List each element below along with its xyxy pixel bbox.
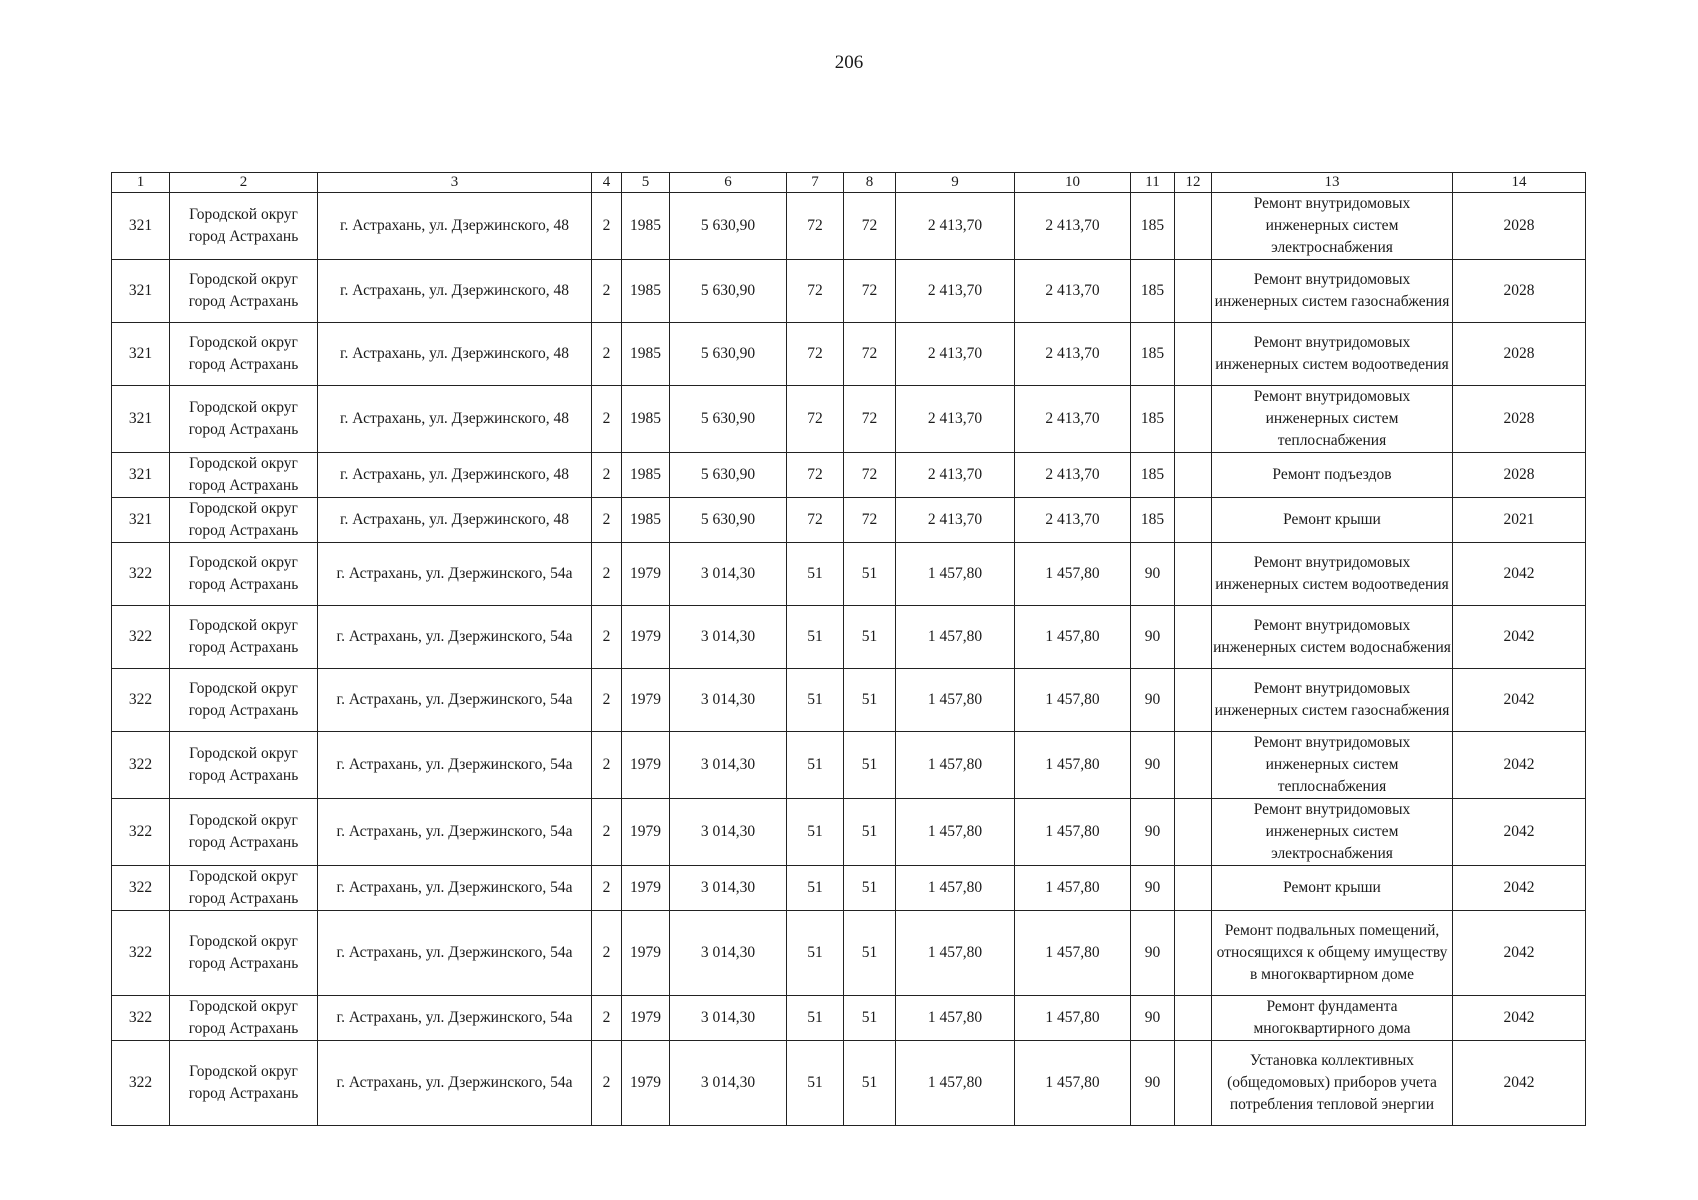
col10-cell: 1 457,80 [1015, 911, 1131, 996]
col7-cell: 51 [787, 606, 844, 669]
col9-cell: 2 413,70 [896, 323, 1015, 386]
col12-cell [1175, 669, 1212, 732]
year-built-cell: 1979 [622, 669, 670, 732]
table-row [112, 498, 1586, 543]
address-cell: г. Астрахань, ул. Дзержинского, 54а [318, 799, 592, 866]
address-cell: г. Астрахань, ул. Дзержинского, 54а [318, 669, 592, 732]
column-header: 5 [622, 173, 670, 193]
col10-cell: 1 457,80 [1015, 732, 1131, 799]
year-built-cell: 1985 [622, 193, 670, 260]
row-number-cell: 322 [112, 1041, 170, 1126]
col12-cell [1175, 996, 1212, 1041]
col11-cell: 90 [1131, 799, 1175, 866]
col10-cell: 1 457,80 [1015, 606, 1131, 669]
year-built-cell: 1979 [622, 996, 670, 1041]
col4-cell: 2 [592, 193, 622, 260]
column-header: 10 [1015, 173, 1131, 193]
col4-cell: 2 [592, 732, 622, 799]
col4-cell: 2 [592, 669, 622, 732]
col8-cell: 51 [844, 996, 896, 1041]
col10-cell: 2 413,70 [1015, 498, 1131, 543]
year-built-cell: 1979 [622, 606, 670, 669]
planned-year-cell: 2042 [1453, 866, 1586, 911]
work-type-cell: Ремонт крыши [1212, 498, 1453, 543]
work-type-cell: Ремонт крыши [1212, 866, 1453, 911]
column-header: 11 [1131, 173, 1175, 193]
col11-cell: 185 [1131, 323, 1175, 386]
col4-cell: 2 [592, 543, 622, 606]
table-row [112, 669, 1586, 732]
planned-year-cell: 2042 [1453, 1041, 1586, 1126]
col12-cell [1175, 323, 1212, 386]
col12-cell [1175, 911, 1212, 996]
row-number-cell: 322 [112, 996, 170, 1041]
col10-cell: 1 457,80 [1015, 669, 1131, 732]
address-cell: г. Астрахань, ул. Дзержинского, 48 [318, 386, 592, 453]
col11-cell: 90 [1131, 996, 1175, 1041]
col8-cell: 51 [844, 799, 896, 866]
col9-cell: 2 413,70 [896, 260, 1015, 323]
repair-program-table [111, 172, 1586, 1126]
col8-cell: 72 [844, 260, 896, 323]
col4-cell: 2 [592, 606, 622, 669]
col8-cell: 51 [844, 606, 896, 669]
col12-cell [1175, 260, 1212, 323]
col11-cell: 185 [1131, 498, 1175, 543]
col9-cell: 1 457,80 [896, 606, 1015, 669]
address-cell: г. Астрахань, ул. Дзержинского, 48 [318, 323, 592, 386]
col9-cell: 1 457,80 [896, 911, 1015, 996]
col9-cell: 2 413,70 [896, 193, 1015, 260]
table-row [112, 911, 1586, 996]
col7-cell: 72 [787, 323, 844, 386]
column-header: 2 [170, 173, 318, 193]
col8-cell: 72 [844, 453, 896, 498]
total-area-cell: 3 014,30 [670, 866, 787, 911]
table-row [112, 732, 1586, 799]
municipality-cell: Городской округ город Астрахань [170, 386, 318, 453]
col12-cell [1175, 193, 1212, 260]
col11-cell: 90 [1131, 732, 1175, 799]
planned-year-cell: 2021 [1453, 498, 1586, 543]
col7-cell: 51 [787, 1041, 844, 1126]
col9-cell: 1 457,80 [896, 799, 1015, 866]
col9-cell: 1 457,80 [896, 866, 1015, 911]
municipality-cell: Городской округ город Астрахань [170, 669, 318, 732]
col10-cell: 2 413,70 [1015, 323, 1131, 386]
col12-cell [1175, 453, 1212, 498]
total-area-cell: 5 630,90 [670, 260, 787, 323]
municipality-cell: Городской округ город Астрахань [170, 866, 318, 911]
col11-cell: 90 [1131, 1041, 1175, 1126]
address-cell: г. Астрахань, ул. Дзержинского, 48 [318, 193, 592, 260]
col7-cell: 51 [787, 911, 844, 996]
row-number-cell: 322 [112, 543, 170, 606]
total-area-cell: 5 630,90 [670, 453, 787, 498]
col8-cell: 51 [844, 732, 896, 799]
planned-year-cell: 2042 [1453, 606, 1586, 669]
total-area-cell: 3 014,30 [670, 543, 787, 606]
col10-cell: 1 457,80 [1015, 799, 1131, 866]
col9-cell: 1 457,80 [896, 543, 1015, 606]
col4-cell: 2 [592, 799, 622, 866]
row-number-cell: 321 [112, 498, 170, 543]
col4-cell: 2 [592, 323, 622, 386]
col8-cell: 72 [844, 193, 896, 260]
work-type-cell: Ремонт внутридомовых инженерных систем водоснабжения [1212, 606, 1453, 669]
year-built-cell: 1979 [622, 732, 670, 799]
work-type-cell: Ремонт фундамента многоквартирного дома [1212, 996, 1453, 1041]
planned-year-cell: 2042 [1453, 911, 1586, 996]
year-built-cell: 1979 [622, 866, 670, 911]
planned-year-cell: 2028 [1453, 260, 1586, 323]
column-header: 9 [896, 173, 1015, 193]
total-area-cell: 5 630,90 [670, 386, 787, 453]
table-row [112, 996, 1586, 1041]
work-type-cell: Ремонт подвальных помещений, относящихся к общему имуществу в многоквартирном доме [1212, 911, 1453, 996]
year-built-cell: 1985 [622, 453, 670, 498]
col12-cell [1175, 866, 1212, 911]
planned-year-cell: 2042 [1453, 543, 1586, 606]
work-type-cell: Ремонт внутридомовых инженерных систем электроснабжения [1212, 799, 1453, 866]
address-cell: г. Астрахань, ул. Дзержинского, 48 [318, 260, 592, 323]
municipality-cell: Городской округ город Астрахань [170, 260, 318, 323]
col12-cell [1175, 1041, 1212, 1126]
total-area-cell: 5 630,90 [670, 323, 787, 386]
col9-cell: 1 457,80 [896, 732, 1015, 799]
work-type-cell: Ремонт внутридомовых инженерных систем электроснабжения [1212, 193, 1453, 260]
municipality-cell: Городской округ город Астрахань [170, 1041, 318, 1126]
municipality-cell: Городской округ город Астрахань [170, 996, 318, 1041]
row-number-cell: 322 [112, 799, 170, 866]
col10-cell: 1 457,80 [1015, 866, 1131, 911]
column-header: 12 [1175, 173, 1212, 193]
address-cell: г. Астрахань, ул. Дзержинского, 48 [318, 453, 592, 498]
col8-cell: 51 [844, 669, 896, 732]
total-area-cell: 5 630,90 [670, 193, 787, 260]
column-header: 7 [787, 173, 844, 193]
col8-cell: 51 [844, 866, 896, 911]
year-built-cell: 1979 [622, 1041, 670, 1126]
col12-cell [1175, 543, 1212, 606]
year-built-cell: 1979 [622, 543, 670, 606]
col7-cell: 51 [787, 866, 844, 911]
col12-cell [1175, 386, 1212, 453]
col11-cell: 185 [1131, 193, 1175, 260]
col7-cell: 51 [787, 732, 844, 799]
work-type-cell: Ремонт внутридомовых инженерных систем газоснабжения [1212, 669, 1453, 732]
col9-cell: 2 413,70 [896, 453, 1015, 498]
col7-cell: 72 [787, 386, 844, 453]
address-cell: г. Астрахань, ул. Дзержинского, 54а [318, 1041, 592, 1126]
total-area-cell: 3 014,30 [670, 799, 787, 866]
column-header: 1 [112, 173, 170, 193]
address-cell: г. Астрахань, ул. Дзержинского, 54а [318, 732, 592, 799]
column-header: 8 [844, 173, 896, 193]
planned-year-cell: 2042 [1453, 669, 1586, 732]
year-built-cell: 1985 [622, 260, 670, 323]
municipality-cell: Городской округ город Астрахань [170, 498, 318, 543]
column-header: 13 [1212, 173, 1453, 193]
table-body [112, 193, 1586, 1126]
row-number-cell: 321 [112, 260, 170, 323]
table-header-row [112, 173, 1586, 193]
address-cell: г. Астрахань, ул. Дзержинского, 54а [318, 996, 592, 1041]
total-area-cell: 3 014,30 [670, 606, 787, 669]
table-row [112, 453, 1586, 498]
table-row [112, 386, 1586, 453]
column-header: 6 [670, 173, 787, 193]
table-row [112, 799, 1586, 866]
col8-cell: 72 [844, 386, 896, 453]
col11-cell: 90 [1131, 669, 1175, 732]
col9-cell: 1 457,80 [896, 1041, 1015, 1126]
total-area-cell: 5 630,90 [670, 498, 787, 543]
address-cell: г. Астрахань, ул. Дзержинского, 48 [318, 498, 592, 543]
col8-cell: 51 [844, 911, 896, 996]
table-row [112, 606, 1586, 669]
col7-cell: 72 [787, 193, 844, 260]
col11-cell: 90 [1131, 911, 1175, 996]
municipality-cell: Городской округ город Астрахань [170, 323, 318, 386]
col8-cell: 72 [844, 498, 896, 543]
year-built-cell: 1979 [622, 799, 670, 866]
municipality-cell: Городской округ город Астрахань [170, 453, 318, 498]
col11-cell: 90 [1131, 543, 1175, 606]
col7-cell: 51 [787, 669, 844, 732]
table-row [112, 323, 1586, 386]
col10-cell: 2 413,70 [1015, 453, 1131, 498]
planned-year-cell: 2028 [1453, 386, 1586, 453]
col4-cell: 2 [592, 996, 622, 1041]
address-cell: г. Астрахань, ул. Дзержинского, 54а [318, 866, 592, 911]
municipality-cell: Городской округ город Астрахань [170, 606, 318, 669]
planned-year-cell: 2042 [1453, 996, 1586, 1041]
col7-cell: 72 [787, 498, 844, 543]
col4-cell: 2 [592, 911, 622, 996]
col11-cell: 90 [1131, 866, 1175, 911]
year-built-cell: 1985 [622, 498, 670, 543]
total-area-cell: 3 014,30 [670, 1041, 787, 1126]
table-row [112, 260, 1586, 323]
total-area-cell: 3 014,30 [670, 669, 787, 732]
year-built-cell: 1985 [622, 386, 670, 453]
work-type-cell: Ремонт подъездов [1212, 453, 1453, 498]
col9-cell: 1 457,80 [896, 669, 1015, 732]
col4-cell: 2 [592, 453, 622, 498]
work-type-cell: Ремонт внутридомовых инженерных систем водоотведения [1212, 323, 1453, 386]
row-number-cell: 321 [112, 193, 170, 260]
col4-cell: 2 [592, 498, 622, 543]
col7-cell: 72 [787, 453, 844, 498]
total-area-cell: 3 014,30 [670, 911, 787, 996]
page-number: 206 [834, 52, 864, 73]
col7-cell: 51 [787, 996, 844, 1041]
col9-cell: 2 413,70 [896, 386, 1015, 453]
year-built-cell: 1979 [622, 911, 670, 996]
work-type-cell: Ремонт внутридомовых инженерных систем теплоснабжения [1212, 732, 1453, 799]
col11-cell: 185 [1131, 260, 1175, 323]
column-header: 4 [592, 173, 622, 193]
col4-cell: 2 [592, 260, 622, 323]
col4-cell: 2 [592, 866, 622, 911]
row-number-cell: 322 [112, 732, 170, 799]
col10-cell: 1 457,80 [1015, 543, 1131, 606]
address-cell: г. Астрахань, ул. Дзержинского, 54а [318, 911, 592, 996]
col12-cell [1175, 606, 1212, 669]
column-header: 14 [1453, 173, 1586, 193]
row-number-cell: 322 [112, 669, 170, 732]
work-type-cell: Установка коллективных (общедомовых) приборов учета потребления тепловой энергии [1212, 1041, 1453, 1126]
address-cell: г. Астрахань, ул. Дзержинского, 54а [318, 543, 592, 606]
col11-cell: 185 [1131, 453, 1175, 498]
col10-cell: 1 457,80 [1015, 1041, 1131, 1126]
col10-cell: 2 413,70 [1015, 193, 1131, 260]
row-number-cell: 322 [112, 606, 170, 669]
row-number-cell: 321 [112, 386, 170, 453]
planned-year-cell: 2028 [1453, 323, 1586, 386]
col8-cell: 72 [844, 323, 896, 386]
municipality-cell: Городской округ город Астрахань [170, 732, 318, 799]
col9-cell: 1 457,80 [896, 996, 1015, 1041]
col8-cell: 51 [844, 1041, 896, 1126]
row-number-cell: 322 [112, 866, 170, 911]
total-area-cell: 3 014,30 [670, 996, 787, 1041]
municipality-cell: Городской округ город Астрахань [170, 193, 318, 260]
col12-cell [1175, 498, 1212, 543]
table-row [112, 1041, 1586, 1126]
work-type-cell: Ремонт внутридомовых инженерных систем водоотведения [1212, 543, 1453, 606]
row-number-cell: 321 [112, 453, 170, 498]
col4-cell: 2 [592, 386, 622, 453]
municipality-cell: Городской округ город Астрахань [170, 799, 318, 866]
col7-cell: 51 [787, 543, 844, 606]
municipality-cell: Городской округ город Астрахань [170, 911, 318, 996]
col7-cell: 51 [787, 799, 844, 866]
row-number-cell: 321 [112, 323, 170, 386]
col8-cell: 51 [844, 543, 896, 606]
planned-year-cell: 2042 [1453, 732, 1586, 799]
year-built-cell: 1985 [622, 323, 670, 386]
col11-cell: 90 [1131, 606, 1175, 669]
total-area-cell: 3 014,30 [670, 732, 787, 799]
row-number-cell: 322 [112, 911, 170, 996]
col12-cell [1175, 799, 1212, 866]
table-row [112, 866, 1586, 911]
col10-cell: 1 457,80 [1015, 996, 1131, 1041]
work-type-cell: Ремонт внутридомовых инженерных систем газоснабжения [1212, 260, 1453, 323]
col7-cell: 72 [787, 260, 844, 323]
table-row [112, 193, 1586, 260]
planned-year-cell: 2028 [1453, 193, 1586, 260]
col12-cell [1175, 732, 1212, 799]
address-cell: г. Астрахань, ул. Дзержинского, 54а [318, 606, 592, 669]
col4-cell: 2 [592, 1041, 622, 1126]
work-type-cell: Ремонт внутридомовых инженерных систем теплоснабжения [1212, 386, 1453, 453]
municipality-cell: Городской округ город Астрахань [170, 543, 318, 606]
planned-year-cell: 2042 [1453, 799, 1586, 866]
col10-cell: 2 413,70 [1015, 260, 1131, 323]
col9-cell: 2 413,70 [896, 498, 1015, 543]
planned-year-cell: 2028 [1453, 453, 1586, 498]
col10-cell: 2 413,70 [1015, 386, 1131, 453]
col11-cell: 185 [1131, 386, 1175, 453]
table-row [112, 543, 1586, 606]
column-header: 3 [318, 173, 592, 193]
